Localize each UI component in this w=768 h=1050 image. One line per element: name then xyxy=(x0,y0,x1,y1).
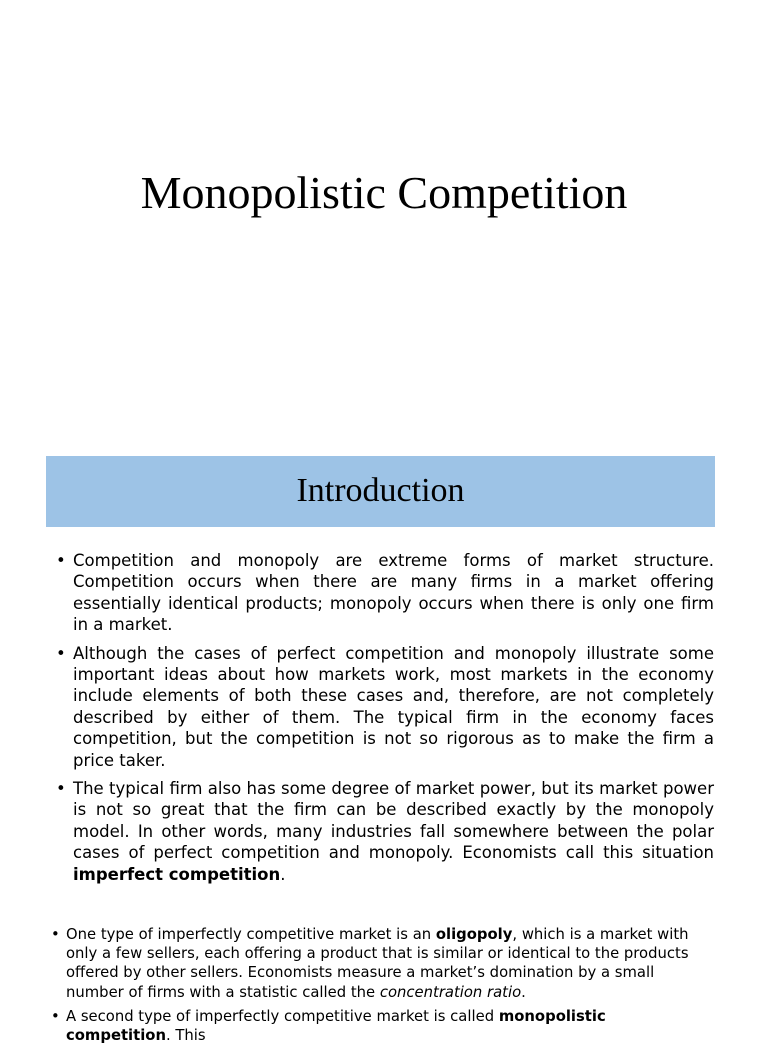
section-header-banner xyxy=(46,456,715,527)
bullet-item xyxy=(54,550,714,636)
bullet-text: One type of imperfectly competitive market is an xyxy=(66,926,436,943)
bullet-text: The typical firm also has some degree of market power, but its market power is not so great that the firm can be described exactly by the monopoly model. In other words, many industries fall somewhere between the polar cases of perfect competition and monopoly. Economists call this situation xyxy=(73,779,714,863)
bullet-bold-term: monopolistic competition xyxy=(66,1007,606,1045)
bullet-text: Competition and monopoly are extreme forms of market structure. Competition occurs when there are many firms in a market offering essentially identical products; monopoly occurs when there is only one firm in a market. xyxy=(73,551,714,635)
bullet-text: A second type of imperfectly competitive market is called xyxy=(66,1007,499,1025)
bullet-item xyxy=(50,1007,714,1045)
bullet-text: . xyxy=(280,864,286,884)
bullet-item xyxy=(50,925,714,1002)
bullet-item xyxy=(54,778,714,885)
market-types-bullet-list xyxy=(50,925,714,1050)
bullet-bold-term: imperfect competition xyxy=(73,864,281,884)
bullet-text: Although the cases of perfect competition and monopoly illustrate some important ideas about how markets work, most markets in the economy include elements of both these cases and, therefore, are not completely described by either of them. The typical firm in the economy faces competition, but the competition is not so rigorous as to make the firm a price taker. xyxy=(73,643,714,770)
bullet-bold-term: oligopoly xyxy=(435,926,513,943)
slide-title: Monopolistic Competition xyxy=(140,167,628,218)
bullet-italic-term: concentration ratio xyxy=(379,983,522,1001)
bullet-text: , which is a market with only a few sellers, each offering a product that is similar or identical to the products offered by other sellers. Economists measure a market’s domination by a small number of firms with a statistic called the xyxy=(66,926,689,1001)
introduction-bullet-list xyxy=(54,550,714,892)
bullet-text: . xyxy=(521,983,526,1001)
section-header-title: Introduction xyxy=(296,472,465,509)
bullet-text: . This xyxy=(165,1027,206,1045)
bullet-item xyxy=(54,643,714,771)
